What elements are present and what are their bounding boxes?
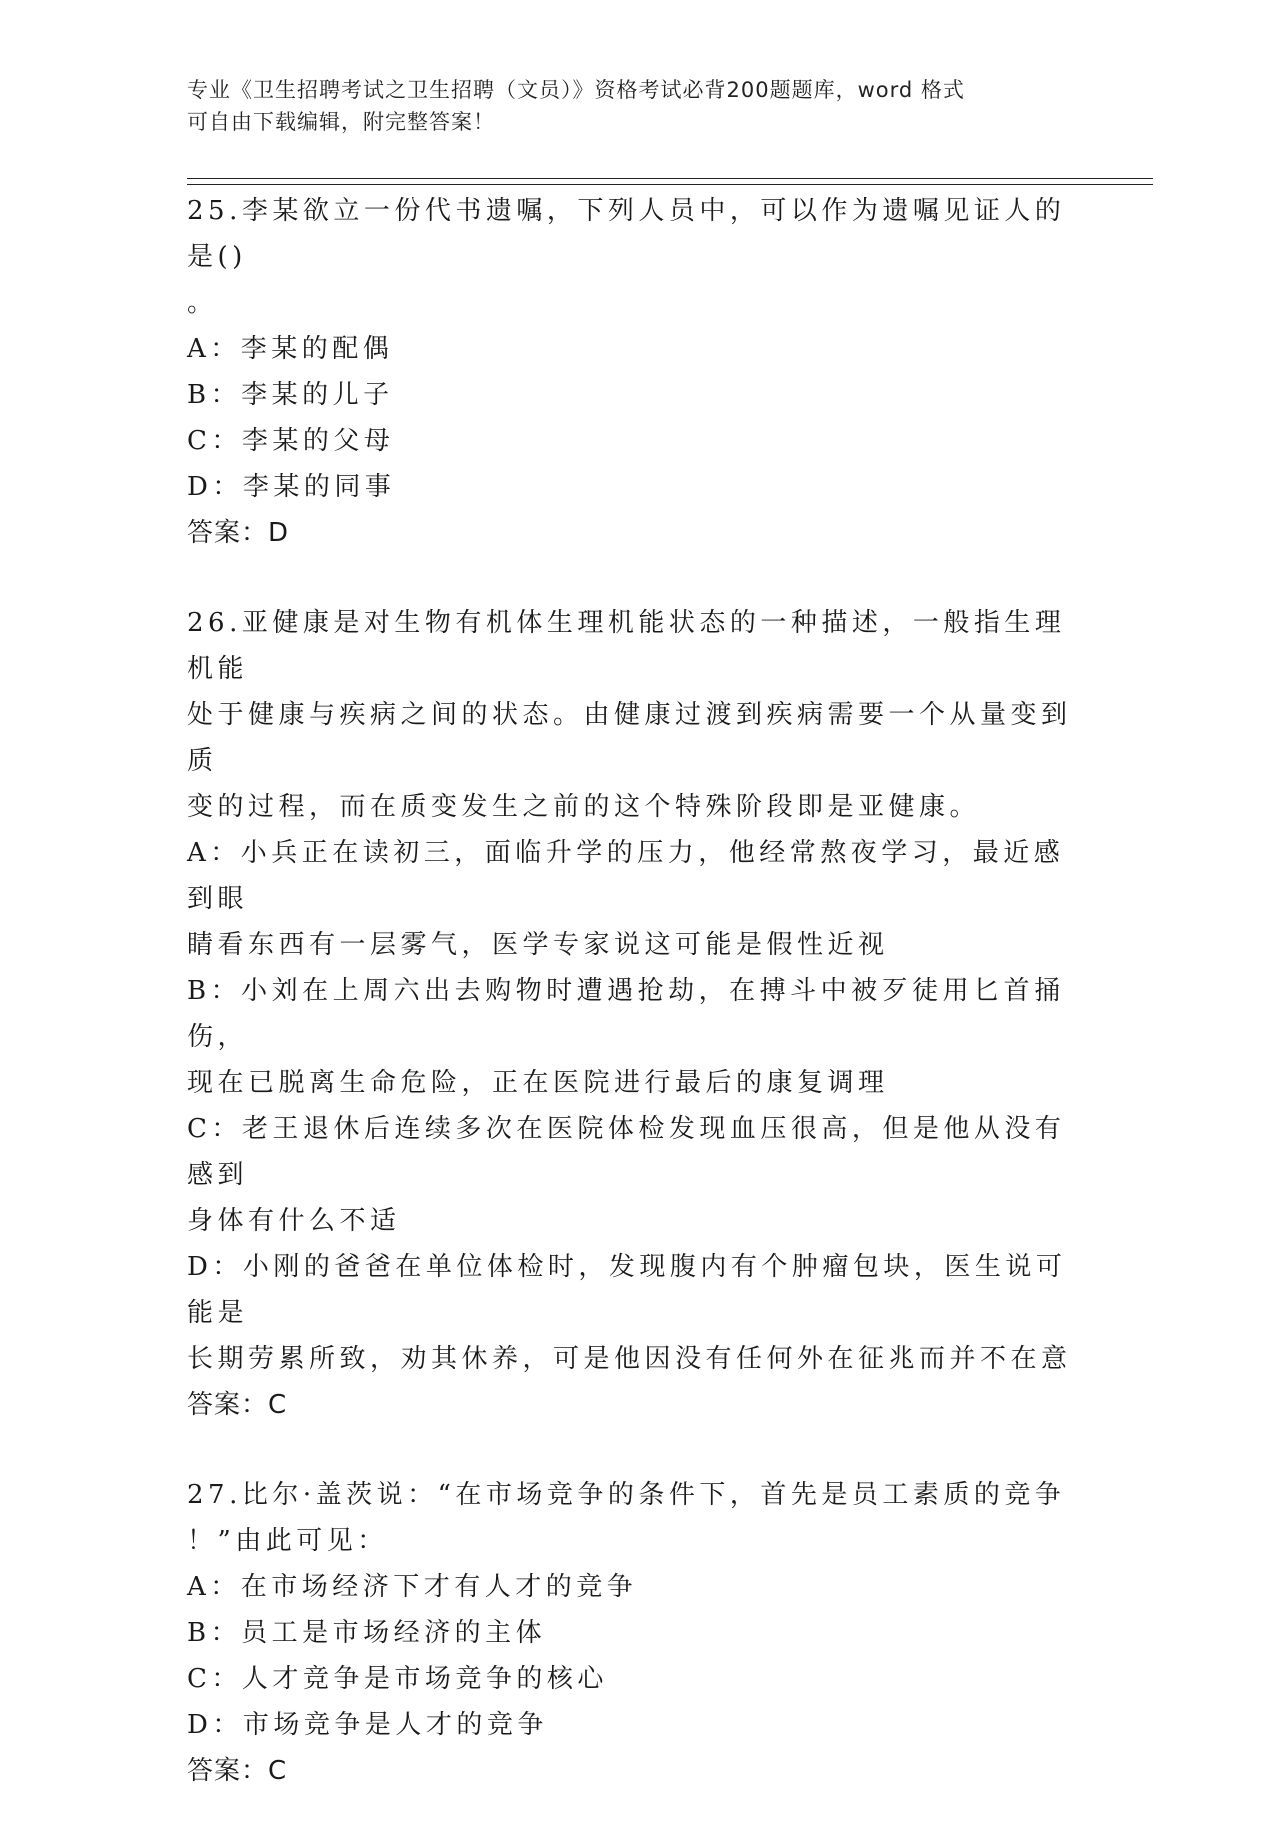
question-27	[187, 1472, 1077, 1794]
answer-label: 答案：D	[187, 518, 290, 548]
option-c: C：人才竞争是市场竞争的核心	[187, 1664, 608, 1694]
option-a: A：李某的配偶	[187, 334, 394, 364]
header-title-line-1: 专业《卫生招聘考试之卫生招聘（文员）》资格考试必背200题题库，word 格式	[187, 78, 965, 102]
question-25	[187, 188, 1077, 556]
header-title-line-2: 可自由下载编辑，附完整答案！	[187, 110, 495, 134]
question-list	[187, 188, 1077, 1838]
question-stem-line: ！”由此可见：	[187, 1526, 388, 1556]
option-d: D：市场竞争是人才的竞争	[187, 1710, 548, 1740]
answer-label: 答案：C	[187, 1756, 288, 1786]
option-c-continued: 身体有什么不适	[187, 1206, 401, 1236]
option-a: A：小兵正在读初三，面临升学的压力，他经常熬夜学习，最近感到眼	[187, 838, 1065, 914]
answer-label: 答案：C	[187, 1390, 288, 1420]
header-double-rule	[187, 178, 1153, 185]
question-stem-line: 26.亚健康是对生物有机体生理机能状态的一种描述，一般指生理机能	[187, 608, 1066, 684]
option-b: B：小刘在上周六出去购物时遭遇抢劫，在搏斗中被歹徒用匕首捅伤，	[187, 976, 1065, 1052]
option-d-continued: 长期劳累所致，劝其休养，可是他因没有任何外在征兆而并不在意	[187, 1344, 1072, 1374]
question-stem-line: 变的过程，而在质变发生之前的这个特殊阶段即是亚健康。	[187, 792, 981, 822]
option-c: C：老王退休后连续多次在医院体检发现血压很高，但是他从没有感到	[187, 1114, 1066, 1190]
option-b: B：李某的儿子	[187, 380, 394, 410]
question-stem-line: 。	[187, 288, 218, 318]
option-d: D：小刚的爸爸在单位体检时，发现腹内有个肿瘤包块，医生说可能是	[187, 1252, 1067, 1328]
question-26	[187, 600, 1077, 1428]
question-stem-line: 27.比尔·盖茨说：“在市场竞争的条件下，首先是员工素质的竞争	[187, 1480, 1066, 1510]
option-c: C：李某的父母	[187, 426, 395, 456]
document-header	[187, 74, 1067, 138]
option-a: A：在市场经济下才有人才的竞争	[187, 1572, 638, 1602]
question-stem-line: 25.李某欲立一份代书遗嘱，下列人员中，可以作为遗嘱见证人的是()	[187, 196, 1066, 272]
option-a-continued: 睛看东西有一层雾气，医学专家说这可能是假性近视	[187, 930, 889, 960]
option-b-continued: 现在已脱离生命危险，正在医院进行最后的康复调理	[187, 1068, 889, 1098]
option-d: D：李某的同事	[187, 472, 396, 502]
question-stem-line: 处于健康与疾病之间的状态。由健康过渡到疾病需要一个从量变到质	[187, 700, 1072, 776]
option-b: B：员工是市场经济的主体	[187, 1618, 547, 1648]
